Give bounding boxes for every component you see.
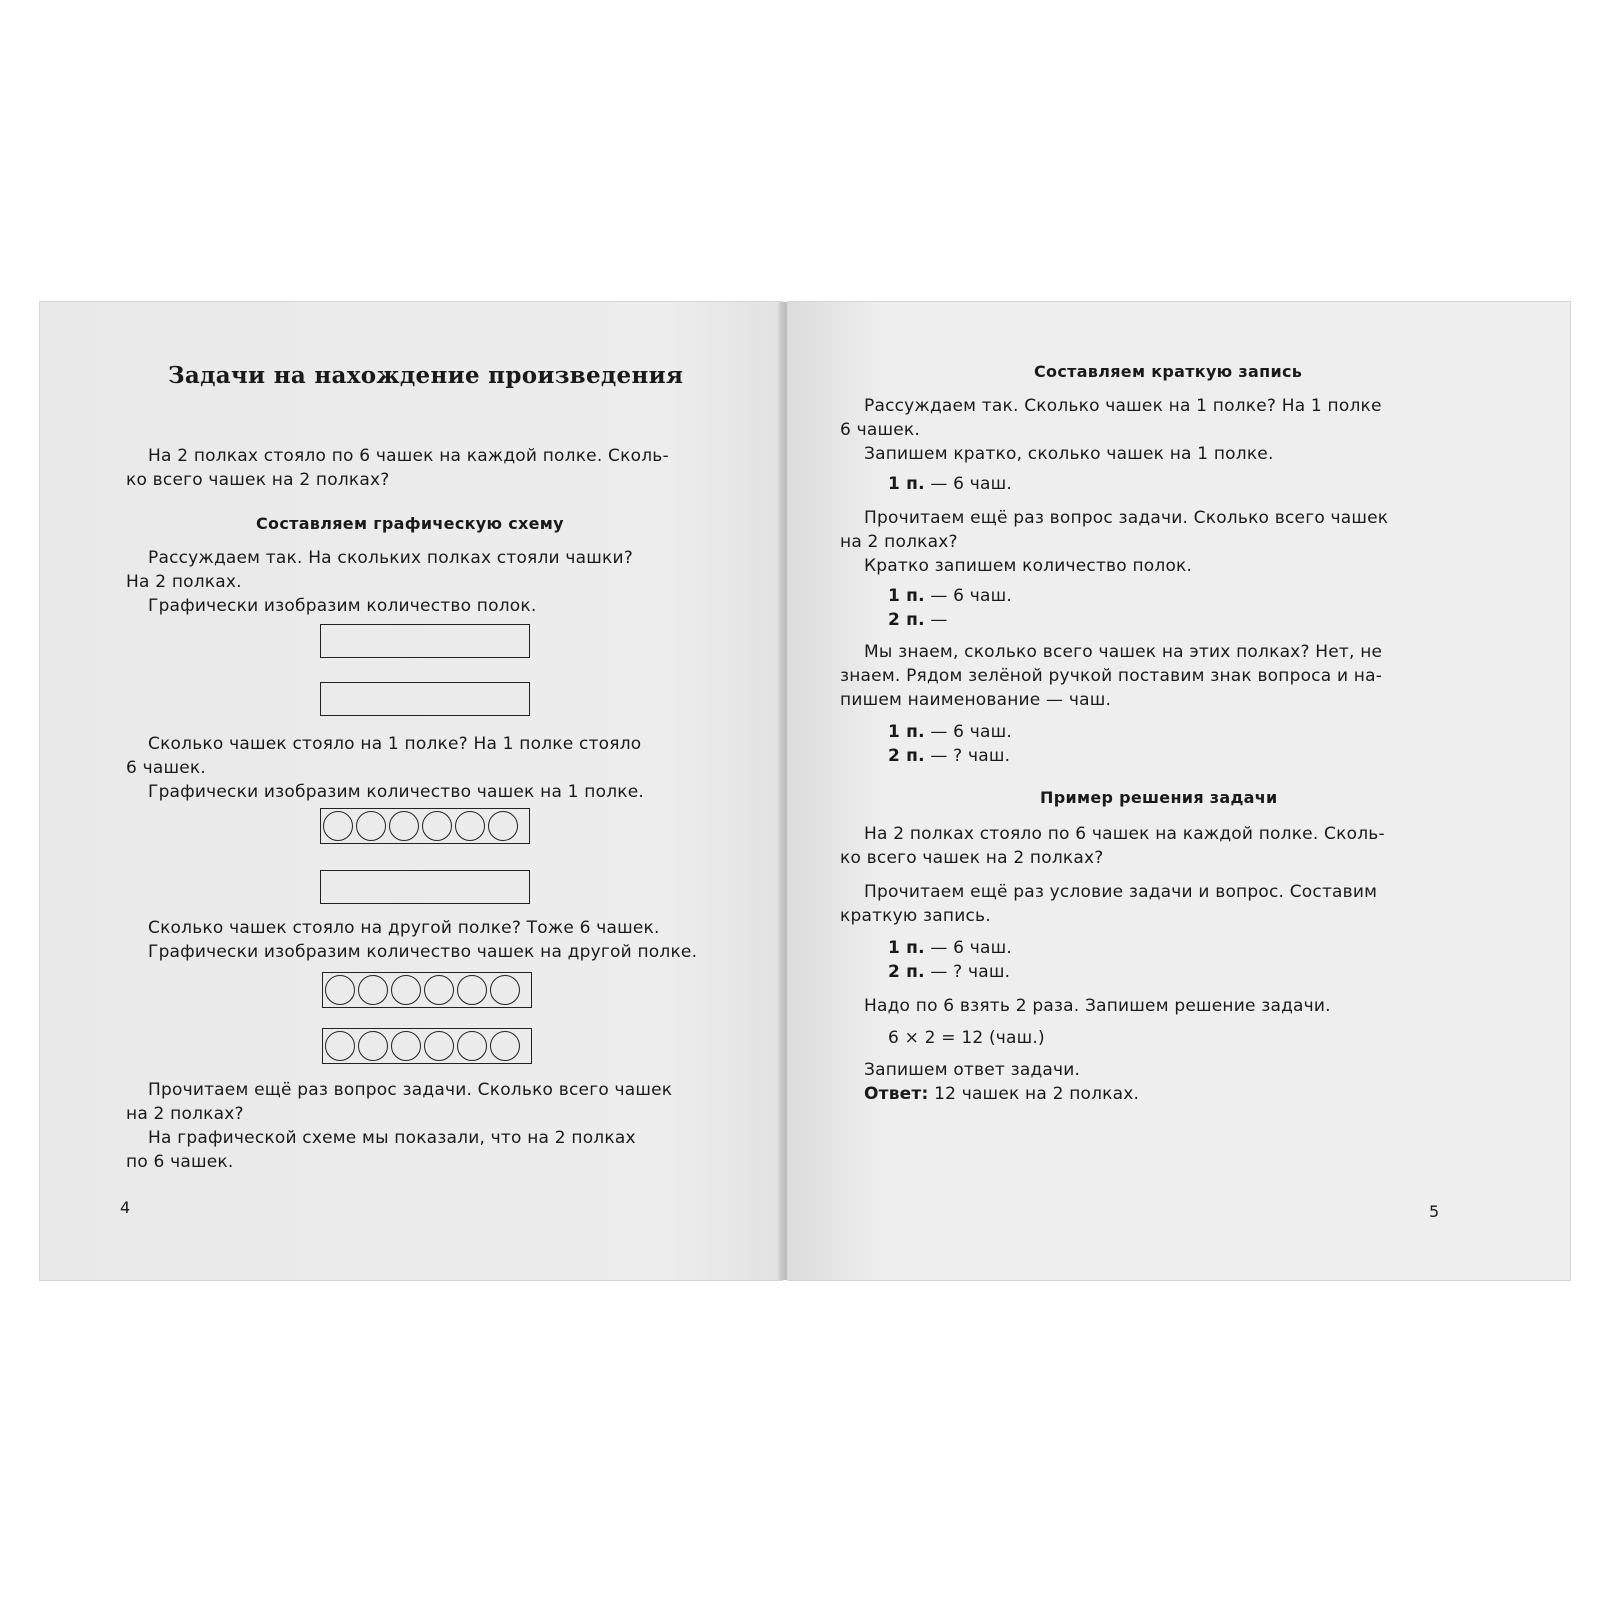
cup-circle — [356, 811, 386, 841]
heading-short-record: Составляем краткую запись — [1034, 362, 1303, 381]
record-line-3a — [888, 720, 1012, 744]
right-reason-line1: Рассуждаем так. Сколько чашек на 1 полке? На 1 полке — [864, 396, 1382, 416]
reason-line1: Рассуждаем так. На скольких полках стояли чашки? — [148, 548, 633, 568]
heading-graphic-scheme: Составляем графическую схему — [256, 514, 564, 533]
record-line-3b — [888, 744, 1010, 768]
record-value: — 6 чаш. — [930, 938, 1013, 958]
reread-condition-line1: Прочитаем ещё раз условие задачи и вопрос. Составим — [864, 882, 1378, 902]
record-value: — ? чаш. — [930, 962, 1011, 982]
cup-circle — [323, 811, 353, 841]
question-first-shelf-line1: Сколько чашек стояло на 1 полке? На 1 полке стояло — [148, 734, 642, 754]
cup-circle — [358, 975, 388, 1005]
draw-shelves-text: Графически изобразим количество полок. — [148, 596, 537, 616]
right-page — [788, 302, 1570, 1280]
record-label: 1 п. — [888, 586, 925, 606]
cup-circle — [490, 975, 520, 1005]
cup-circle — [457, 975, 487, 1005]
cup-circle — [457, 1031, 487, 1061]
answer-label: Ответ: — [864, 1084, 929, 1104]
record-label: 1 п. — [888, 722, 925, 742]
record-value: — — [930, 610, 948, 630]
shelf-rectangle-1 — [320, 624, 530, 658]
cup-circle — [391, 1031, 421, 1061]
write-short-text: Запишем кратко, сколько чашек на 1 полке. — [864, 444, 1274, 464]
left-page — [40, 302, 782, 1280]
record-line-2a — [888, 584, 1012, 608]
cup-circle — [424, 975, 454, 1005]
cup-circle — [389, 811, 419, 841]
shelf-with-cups-3 — [322, 1028, 532, 1064]
page-number-left: 4 — [120, 1198, 131, 1217]
record-line-2b — [888, 608, 948, 632]
cup-circle — [424, 1031, 454, 1061]
right-reread-line2: на 2 полках? — [840, 532, 958, 552]
know-line1: Мы знаем, сколько всего чашек на этих полках? Нет, не — [864, 642, 1383, 662]
cup-circle — [325, 1031, 355, 1061]
right-reread-line1: Прочитаем ещё раз вопрос задачи. Сколько всего чашек — [864, 508, 1389, 528]
know-line2: знаем. Рядом зелёной ручкой поставим знак вопроса и на- — [840, 666, 1383, 686]
reason-line2: На 2 полках. — [126, 572, 242, 592]
shelf-with-cups-2 — [322, 972, 532, 1008]
shelf-rectangle-2 — [320, 682, 530, 716]
record-label: 2 п. — [888, 962, 925, 982]
cup-circle — [391, 975, 421, 1005]
record-value: — 6 чаш. — [930, 586, 1013, 606]
shelf-rectangle-empty — [320, 870, 530, 904]
cup-circle — [490, 1031, 520, 1061]
answer-line — [864, 1082, 1139, 1106]
page-title: Задачи на нахождение произведения — [168, 362, 684, 389]
shelf-with-cups-1 — [320, 808, 530, 844]
record-label: 2 п. — [888, 610, 925, 630]
question-first-shelf-line2: 6 чашек. — [126, 758, 206, 778]
cup-circle — [455, 811, 485, 841]
answer-value: 12 чашек на 2 полках. — [934, 1084, 1140, 1104]
record-line-4a — [888, 936, 1012, 960]
problem-text-line2: ко всего чашек на 2 полках? — [126, 470, 390, 490]
scheme-shown-line1: На графической схеме мы показали, что на 2 полках — [148, 1128, 636, 1148]
scheme-shown-line2: по 6 чашек. — [126, 1152, 234, 1172]
solution-expression: 6 × 2 = 12 (чаш.) — [888, 1028, 1045, 1048]
take-twice-text: Надо по 6 взять 2 раза. Запишем решение задачи. — [864, 996, 1331, 1016]
reread-question-line1: Прочитаем ещё раз вопрос задачи. Сколько всего чашек — [148, 1080, 673, 1100]
know-line3: пишем наименование — чаш. — [840, 690, 1112, 710]
reread-question-line2: на 2 полках? — [126, 1104, 244, 1124]
draw-other-shelf-text: Графически изобразим количество чашек на другой полке. — [148, 942, 698, 962]
page-number-right: 5 — [1429, 1202, 1440, 1221]
record-label: 2 п. — [888, 746, 925, 766]
cup-circle — [422, 811, 452, 841]
record-line-4b — [888, 960, 1010, 984]
record-value: — ? чаш. — [930, 746, 1011, 766]
write-answer-text: Запишем ответ задачи. — [864, 1060, 1081, 1080]
record-label: 1 п. — [888, 474, 925, 494]
problem-text-line1: На 2 полках стояло по 6 чашек на каждой полке. Сколь- — [148, 446, 669, 466]
reread-condition-line2: краткую запись. — [840, 906, 991, 926]
record-value: — 6 чаш. — [930, 474, 1013, 494]
record-value: — 6 чаш. — [930, 722, 1013, 742]
record-label: 1 п. — [888, 938, 925, 958]
cup-circle — [358, 1031, 388, 1061]
heading-example-solution: Пример решения задачи — [1040, 788, 1278, 807]
example-problem-line1: На 2 полках стояло по 6 чашек на каждой полке. Сколь- — [864, 824, 1385, 844]
cup-circle — [325, 975, 355, 1005]
right-reason-line2: 6 чашек. — [840, 420, 920, 440]
example-problem-line2: ко всего чашек на 2 полках? — [840, 848, 1104, 868]
open-workbook — [40, 302, 1570, 1282]
record-line-1 — [888, 472, 1012, 496]
cup-circle — [488, 811, 518, 841]
question-other-shelf: Сколько чашек стояло на другой полке? Тоже 6 чашек. — [148, 918, 660, 938]
draw-first-shelf-text: Графически изобразим количество чашек на 1 полке. — [148, 782, 645, 802]
write-count-text: Кратко запишем количество полок. — [864, 556, 1193, 576]
